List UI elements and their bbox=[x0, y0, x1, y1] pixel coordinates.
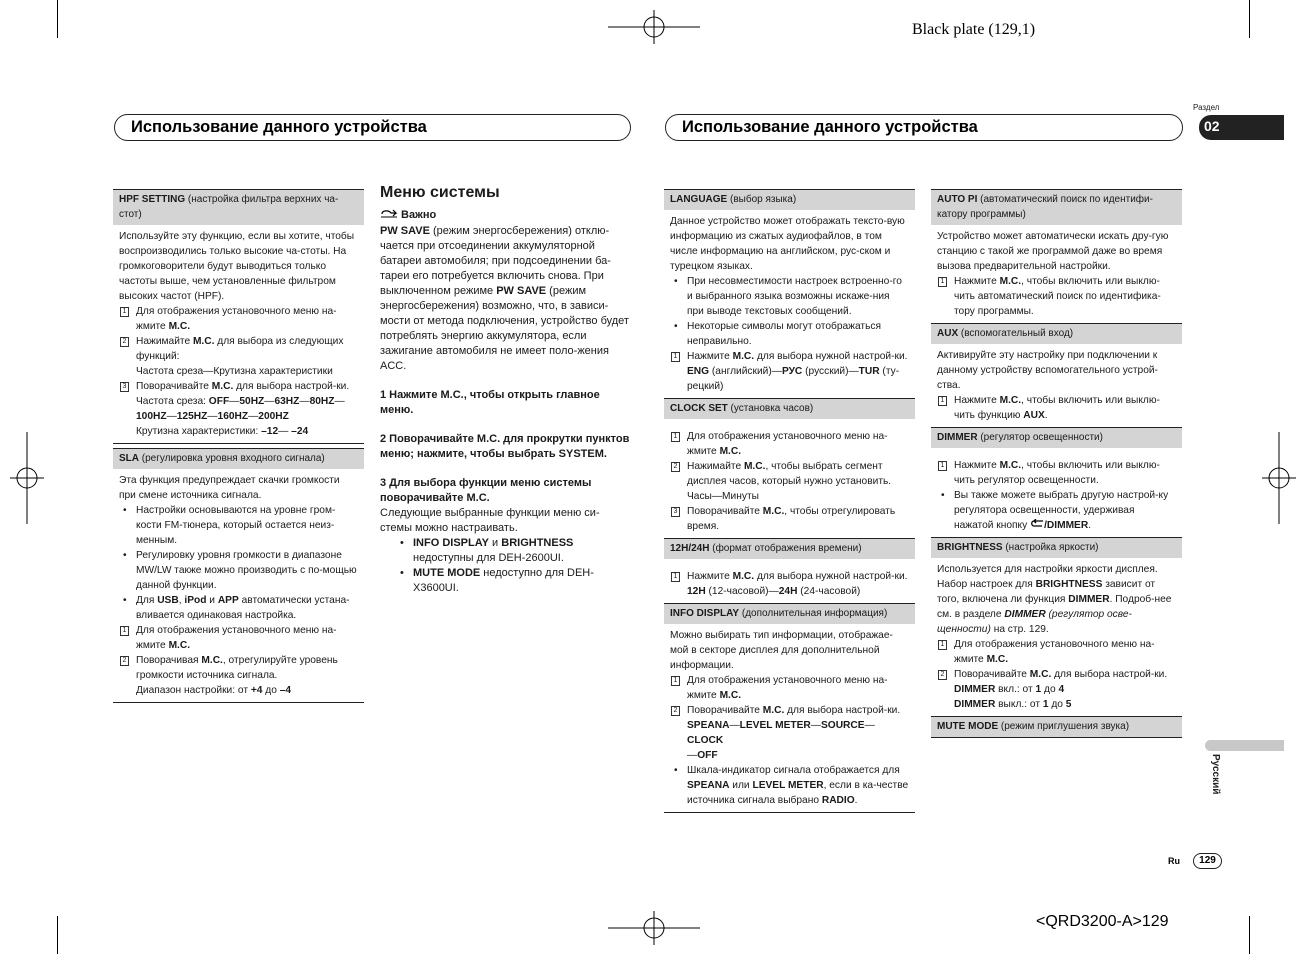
aux-section: Активируйте эту настройку при подключении к данному устройству вспомогательного устрой-ства. 1 Нажмите M.C., чтобы включить или выклю-чить функцию AUX. bbox=[937, 350, 1160, 421]
column-1 bbox=[113, 189, 364, 703]
column-4 bbox=[931, 189, 1182, 738]
info-display-section: Можно выбирать тип информации, отображае-мой в секторе дисплея для дополнительной информации. 1 Для отображения установочного меню на-жмите M.C. 2 Поворачивайте M.C. для выбора настрой-ки. SPEANA—LEVEL METER—SOURCE—CLOCK —OFF • Шкала-индикатор сигнала отображается для SPEANA или LEVEL METER, если в ка-честве источника сигнала выбрано RADIO. bbox=[664, 624, 915, 813]
language-tab-label: Русский bbox=[1210, 754, 1221, 795]
system-menu-title: Меню системы bbox=[380, 184, 500, 201]
registration-target-icon bbox=[1262, 432, 1296, 524]
mute-mode-header: MUTE MODE (режим приглушения звука) bbox=[931, 716, 1182, 738]
crop-mark bbox=[1249, 0, 1250, 38]
12h-24h-header: 12H/24H (формат отображения времени) bbox=[664, 538, 915, 559]
important-icon bbox=[380, 209, 398, 219]
language-header: LANGUAGE (выбор языка) bbox=[664, 189, 915, 210]
important-note: Важно bbox=[380, 208, 630, 223]
step-2: 2 Поворачивайте M.C. для прокрутки пунктов меню; нажмите, чтобы выбрать SYSTEM. bbox=[380, 433, 630, 460]
brightness-header: BRIGHTNESS (настройка яркости) bbox=[931, 537, 1182, 558]
registration-target-icon bbox=[608, 911, 700, 945]
document-code: <QRD3200-A>129 bbox=[1036, 913, 1169, 930]
crop-mark bbox=[1249, 916, 1250, 954]
section-badge bbox=[1199, 115, 1284, 140]
crop-mark bbox=[57, 916, 58, 954]
hpf-setting-header: HPF SETTING (настройка фильтра верхних ча-стот) bbox=[113, 189, 364, 225]
brightness-section: Используется для настройки яркости дисплея. Набор настроек для BRIGHTNESS зависит от того, включена ли функция DIMMER. Подроб-нее см. в разделе DIMMER (регулятор осве-щенности) на стр. 129. 1 Для отображения установочного меню на-жмите M.C. 2 Поворачивайте M.C. для выбора настрой-ки. DIMMER вкл.: от 1 до 4 DIMMER выкл.: от 1 до 5 bbox=[937, 564, 1172, 710]
dimmer-header: DIMMER (регулятор освещенности) bbox=[931, 427, 1182, 448]
page-number: 129 bbox=[1193, 853, 1222, 869]
auto-pi-section: Устройство может автоматически искать дру-гую станцию с такой же программой даже во время вызова предварительной настройки. 1 Нажмите M.C., чтобы включить или выклю-чить автоматический поиск по идентифика-тору программы. bbox=[937, 231, 1169, 317]
column-3 bbox=[664, 189, 915, 813]
12h-24h-section: 1 Нажмите M.C. для выбора нужной настрой-ки. 12H (12-часовой)—24H (24-часовой) bbox=[664, 559, 915, 603]
step-1: 1 Нажмите M.C., чтобы открыть главное меню. bbox=[380, 389, 600, 416]
column-2: Меню системы Важно PW SAVE (режим энергосбережения) отклю-чается при отсоединении аккумуляторной батареи автомобиля; при подсоединении ба-тареи его потребуется включить снова. При выключенном режиме PW SAVE (режим энергосбережения) возможно, что, в зависи-мости от метода подключения, устройство будет потреблять энергию аккумулятора, если зажигание автомобиля не имеет поло-жения ACC. 1 Нажмите M.C., чтобы открыть главное меню. 2 Поворачивайте M.C. для прокрутки пунктов меню; нажмите, чтобы выбрать SYSTEM. 3 Для выбора функции меню системы поворачивайте M.C. Следующие выбранные функции меню си-стемы можно настраивать. • INFO DISPLAY и BRIGHTNESS недоступны для DEH-2600UI. • MUTE MODE недоступно для DEH-X3600UI. bbox=[380, 184, 630, 594]
clock-set-section: 1 Для отображения установочного меню на-жмите M.C. 2 Нажимайте M.C., чтобы выбрать сегмент дисплея часов, который нужно установить. Часы—Минуты 3 Поворачивайте M.C., чтобы отрегулировать время. bbox=[664, 419, 915, 538]
auto-pi-header: AUTO PI (автоматический поиск по идентифи-катору программы) bbox=[931, 189, 1182, 225]
footer-language: Ru bbox=[1168, 856, 1180, 866]
language-tab bbox=[1205, 740, 1284, 751]
hpf-setting-section: Используйте эту функцию, если вы хотите, чтобы воспроизводились только высокие ча-стоты. На громкоговорители будут выводиться только частоты выше, чем установленные фильтром высоких частот (HPF). 1 Для отображения установочного меню на-жмите M.C. 2 Нажимайте M.C. для выбора из следующих функций: Частота среза—Крутизна характеристики 3 Поворачивайте M.C. для выбора настрой-ки. Частота среза: OFF—50HZ—63HZ—80HZ— 100HZ—125HZ—160HZ—200HZ Крутизна характеристики: –12— –24 bbox=[113, 225, 364, 444]
registration-target-icon bbox=[608, 10, 700, 44]
language-section: Данное устройство может отображать тексто-вую информацию из сжатых аудиофайлов, в том числе информацию на английском, рус-ском и турецком языках. • При несовместимости настроек встроенно-го и выбранного языка возможны искаже-ния при выводе текстовых сообщений. • Некоторые символы могут отображаться неправильно. 1 Нажмите M.C. для выбора нужной настрой-ки. ENG (английский)—РУС (русский)—TUR (ту-рецкий) bbox=[670, 216, 908, 392]
plate-label: Black plate (129,1) bbox=[912, 21, 1036, 38]
section-label: Раздел bbox=[1193, 103, 1220, 112]
sla-header: SLA (регулировка уровня входного сигнала) bbox=[113, 448, 364, 469]
sla-section: Эта функция предупреждает скачки громкости при смене источника сигнала. • Настройки основываются на уровне гром-кости FM-тюнера, который остается неиз-менным. • Регулировку уровня громкости в диапазоне MW/LW также можно производить с по-мощью данной функции. • Для USB, iPod и APP автоматически устана-вливается одинаковая настройка. 1 Для отображения установочного меню на-жмите M.C. 2 Поворачивая M.C., отрегулируйте уровень громкости источника сигнала. Диапазон настройки: от +4 до –4 bbox=[113, 469, 364, 703]
info-display-header: INFO DISPLAY (дополнительная информация) bbox=[664, 603, 915, 624]
left-page-title: Использование данного устройства bbox=[114, 114, 631, 141]
aux-header: AUX (вспомогательный вход) bbox=[931, 323, 1182, 344]
right-page-title: Использование данного устройства bbox=[665, 114, 1183, 141]
step-3: 3 Для выбора функции меню системы поворачивайте M.C. bbox=[380, 477, 592, 504]
dimmer-section: 1 Нажмите M.C., чтобы включить или выклю-чить регулятор освещенности. • Вы также можете выбрать другую настрой-ку регулятора освещенности, удерживая нажатой кнопку /DIMMER. bbox=[931, 448, 1182, 537]
registration-target-icon bbox=[10, 432, 44, 524]
return-arrow-icon bbox=[1030, 519, 1044, 528]
crop-mark bbox=[57, 0, 58, 38]
section-number: 02 bbox=[1204, 118, 1220, 134]
clock-set-header: CLOCK SET (установка часов) bbox=[664, 398, 915, 419]
